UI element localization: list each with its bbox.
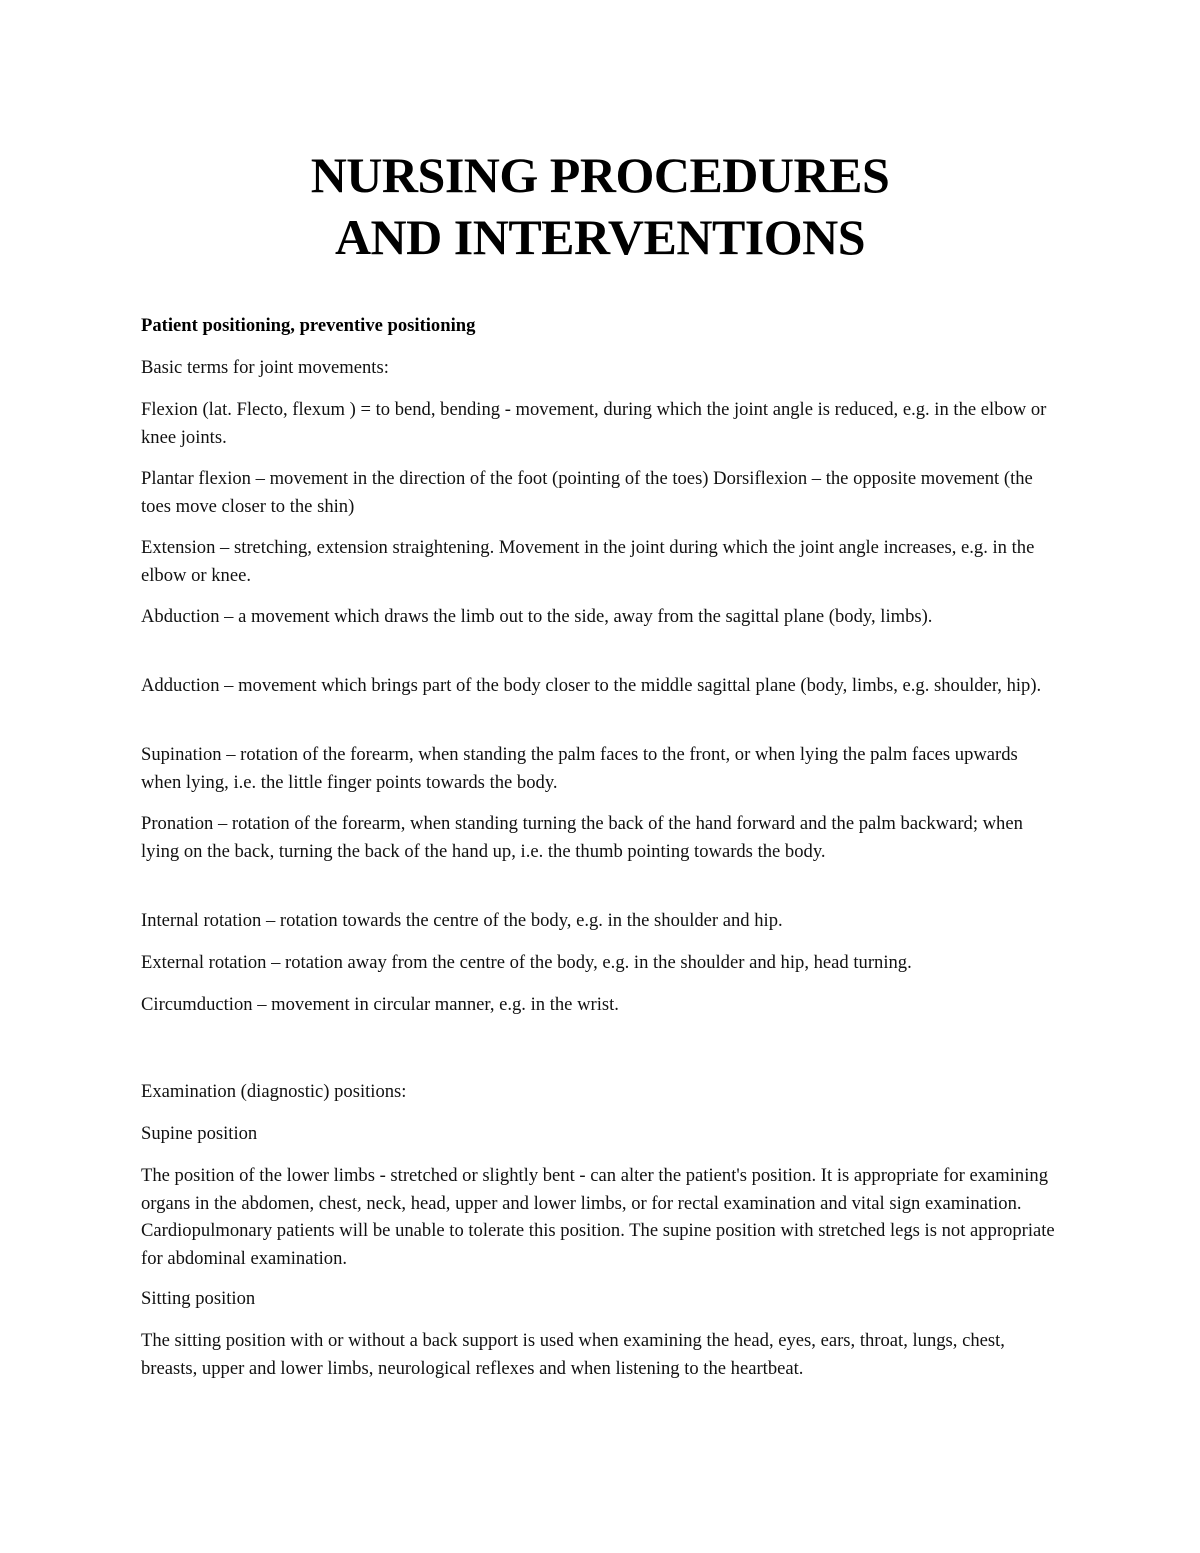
term-supination: Supination – rotation of the forearm, when standing the palm faces to the front, or when lying the palm faces upwards when lying, i.e. the little finger points towards the body.: [141, 744, 1018, 793]
term-extension: Extension – stretching, extension straightening. Movement in the joint during which the joint angle increases, e.g. in the elbow or knee.: [141, 537, 1035, 586]
intro-text: Basic terms for joint movements:: [141, 357, 389, 378]
term-flexion: Flexion (lat. Flecto, flexum ) = to bend, bending - movement, during which the joint angle is reduced, e.g. in the elbow or knee joints.: [141, 399, 1047, 448]
term-adduction: Adduction – movement which brings part of the body closer to the middle sagittal plane (body, limbs, e.g. shoulder, hip).: [141, 675, 1042, 696]
term-internal-rotation: Internal rotation – rotation towards the centre of the body, e.g. in the shoulder and hip.: [141, 910, 783, 931]
sitting-title: Sitting position: [141, 1288, 256, 1309]
supine-text: The position of the lower limbs - stretched or slightly bent - can alter the patient's position. It is appropriate for examining organs in the abdomen, chest, neck, head, upper and lower limbs, or for rectal examination and vital sign examination. Cardiopulmonary patients will be unable to tolerate this position. The supine position with stretched legs is not appropriate for abdominal examination.: [141, 1165, 1055, 1269]
term-external-rotation: External rotation – rotation away from the centre of the body, e.g. in the shoulder and hip, head turning.: [141, 952, 912, 973]
document-title-line-1: NURSING PROCEDURES: [310, 147, 890, 203]
exam-heading: Examination (diagnostic) positions:: [141, 1081, 407, 1102]
supine-title: Supine position: [141, 1123, 258, 1144]
document-title-line-2: AND INTERVENTIONS: [334, 209, 866, 265]
term-pronation: Pronation – rotation of the forearm, when standing turning the back of the hand forward and the palm backward; when lying on the back, turning the back of the hand up, i.e. the thumb pointing towards the body.: [141, 813, 1023, 862]
term-circumduction: Circumduction – movement in circular manner, e.g. in the wrist.: [141, 994, 619, 1015]
term-abduction: Abduction – a movement which draws the limb out to the side, away from the sagittal plane (body, limbs).: [141, 606, 933, 627]
section-heading: Patient positioning, preventive positioning: [141, 315, 476, 336]
sitting-text: The sitting position with or without a back support is used when examining the head, eyes, ears, throat, lungs, chest, breasts, upper and lower limbs, neurological reflexes and when listening to the heartbeat.: [141, 1330, 1005, 1379]
term-plantar-flexion: Plantar flexion – movement in the direction of the foot (pointing of the toes) Dorsiflexion – the opposite movement (the toes move closer to the shin): [141, 468, 1033, 517]
